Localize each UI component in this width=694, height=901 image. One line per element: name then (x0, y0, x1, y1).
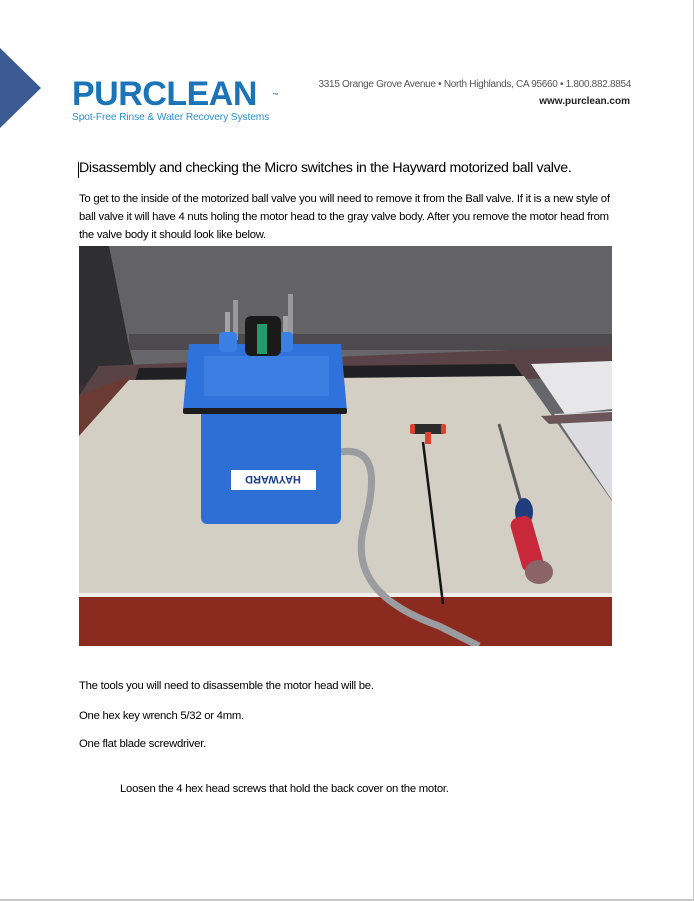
company-website: www.purclean.com (539, 96, 630, 107)
purclean-logo (72, 75, 279, 123)
step-loosen-screws[interactable]: Loosen the 4 hex head screws that hold the back cover on the motor. (120, 783, 449, 795)
company-address: 3315 Orange Grove Avenue • North Highlands, CA 95660 • 1.800.882.8854 (318, 79, 631, 90)
intro-paragraph[interactable]: To get to the inside of the motorized ball valve you will need to remove it from the Ball valve. If it is a new style of ball valve it will have 4 nuts holing the motor head to the gray valve body. After you remove the motor head from the valve body it should look like below. (79, 193, 610, 242)
motor-head-photo (79, 246, 612, 646)
accent-triangle (0, 48, 41, 128)
trademark-symbol: ™ (272, 93, 279, 99)
svg-text:HAYWARD: HAYWARD (245, 473, 301, 485)
tool-hex-key[interactable]: One hex key wrench 5/32 or 4mm. (79, 710, 244, 722)
tool-screwdriver[interactable]: One flat blade screwdriver. (79, 738, 206, 750)
logo-wordmark: PURCLEAN ™ (72, 75, 279, 113)
document-title[interactable]: Disassembly and checking the Micro switches in the Hayward motorized ball valve. (79, 160, 572, 176)
tools-intro[interactable]: The tools you will need to disassemble the motor head will be. (79, 680, 374, 692)
logo-tagline: Spot-Free Rinse & Water Recovery Systems (72, 112, 270, 123)
